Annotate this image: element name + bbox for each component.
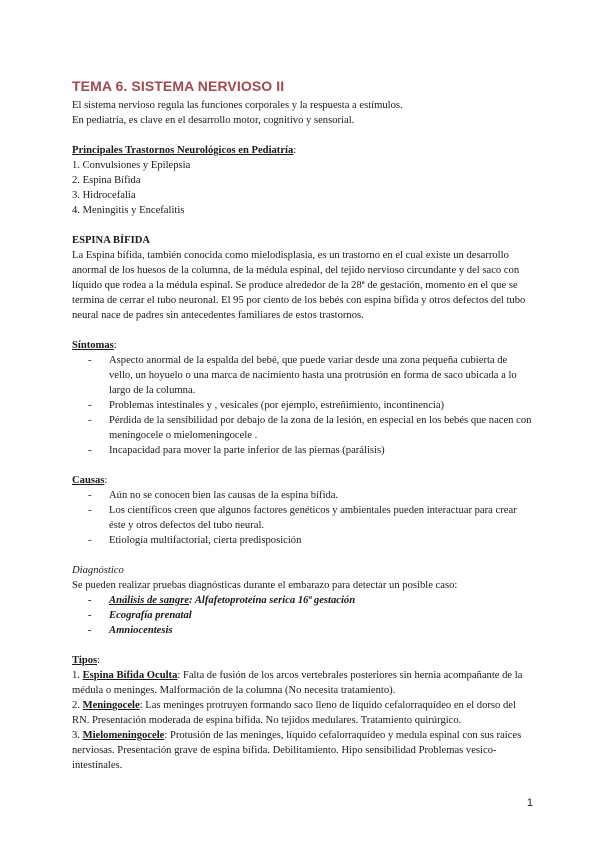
intro-line-1: El sistema nervioso regula las funciones corporales y la respuesta a estímulos. [72, 100, 403, 111]
causas-list [72, 488, 532, 548]
list-item: - Problemas intestinales y , vesicales (por ejemplo, estreñimiento, incontinencia) [72, 398, 532, 413]
list-item: - Aún no se conocen bien las causas de la espina bífida. [72, 488, 532, 503]
causas-heading: Causas [72, 475, 105, 486]
espina-paragraph: La Espina bífida, también conocida como mielodisplasia, es un trastorno en el cual existe un desarrollo anormal de los huesos de la columna, de la médula espinal, del tejido nervioso circundante y del saco con líquido que rodea a la médula espinal. Se produce alrededor de la 28ª de gestación, momento en el que se termina de cerrar el tubo neuronal. El 95 por ciento de los bebés con espina bífida y otros defectos del tubo neural nace de padres sin antecedentes familiares de estos trastornos. [72, 250, 526, 321]
disorders-heading-line: Principales Trastornos Neurológicos en Pediatría: [72, 145, 297, 156]
diag-detail: Alfafetoproteína serica 16ª gestación [194, 595, 356, 606]
page-number: 1 [526, 797, 533, 809]
tipo-item: 2. Meningocele: Las meninges protruyen formando saco lleno de líquido cefalorraquídeo en el dorso del RN. Presentación moderada de espina bífida. No tejidos medulares. Tratamiento quirúrgico. [72, 700, 516, 726]
page-title: TEMA 6. SISTEMA NERVIOSO II [72, 78, 285, 94]
list-item: - Los científicos creen que algunos factores genéticos y ambientales pueden interactuar para crear éste y otros defectos del tubo neural. [72, 503, 532, 533]
disorder-item: 3. Hidrocefalia [72, 190, 136, 201]
sintomas-heading-line: Síntomas: [72, 340, 117, 351]
list-item: - Análisis de sangre: Alfafetoproteína serica 16ª gestación [72, 593, 532, 608]
list-item: - Incapacidad para mover la parte inferior de las piernas (parálisis) [72, 443, 532, 458]
disorder-item: 4. Meningitis y Encefalitis [72, 205, 185, 216]
tipo-label: Meningocele [82, 700, 140, 711]
diagnostico-heading: Diagnóstico [72, 565, 124, 576]
tipos-heading: Tipos [72, 655, 98, 666]
document-page [72, 78, 532, 773]
sintomas-heading: Síntomas [72, 340, 114, 351]
list-item: - Etiología multifactorial, cierta predisposición [72, 533, 532, 548]
diag-label: Ecografía prenatal [109, 610, 192, 621]
disorders-heading: Principales Trastornos Neurológicos en Pediatría [72, 145, 294, 156]
intro-line-2: En pediatría, es clave en el desarrollo motor, cognitivo y sensorial. [72, 115, 355, 126]
diag-label: Amniocentesis [109, 625, 173, 636]
list-item [72, 608, 532, 623]
causas-heading-line: Causas: [72, 475, 108, 486]
tipo-item: 3. Mielomeningocele: Protusión de las meninges, líquido cefalorraquídeo y medula espinal con sus raíces nerviosas. Presentación grave de espina bífida. Debilitamiento. Hipo sensibilidad Problemas vesico-intestinales. [72, 730, 522, 771]
sintomas-list [72, 353, 532, 458]
list-item: - Pérdida de la sensibilidad por debajo de la zona de la lesión, en especial en los bebés que nacen con meningocele o mielomeningocele . [72, 413, 532, 443]
list-item [72, 623, 532, 638]
tipos-heading-line: Tipos: [72, 655, 101, 666]
diag-label: Análisis de sangre [109, 595, 190, 606]
diagnostico-text: Se pueden realizar pruebas diagnósticas durante el embarazo para detectar un posible caso: [72, 580, 458, 591]
espina-heading: ESPINA BÍFIDA [72, 235, 150, 246]
tipo-label: Mielomeningocele [82, 730, 165, 741]
tipo-label: Espina Bífida Oculta [82, 670, 178, 681]
disorder-item: 2. Espina Bífida [72, 175, 141, 186]
list-item: - Aspecto anormal de la espalda del bebé, que puede variar desde una zona pequeña cubierta de vello, un hoyuelo o una marca de nacimiento hasta una protrusión en forma de saco ubicada a lo largo de la columna. [72, 353, 532, 398]
disorder-item: 1. Convulsiones y Epilepsia [72, 160, 191, 171]
tipo-item: 1. Espina Bífida Oculta: Falta de fusión de los arcos vertebrales posteriores sin hernia acompañante de la médula o meninges. Malformación de la columna (No necesita tratamiento). [72, 670, 523, 696]
diagnostico-list [72, 593, 532, 638]
